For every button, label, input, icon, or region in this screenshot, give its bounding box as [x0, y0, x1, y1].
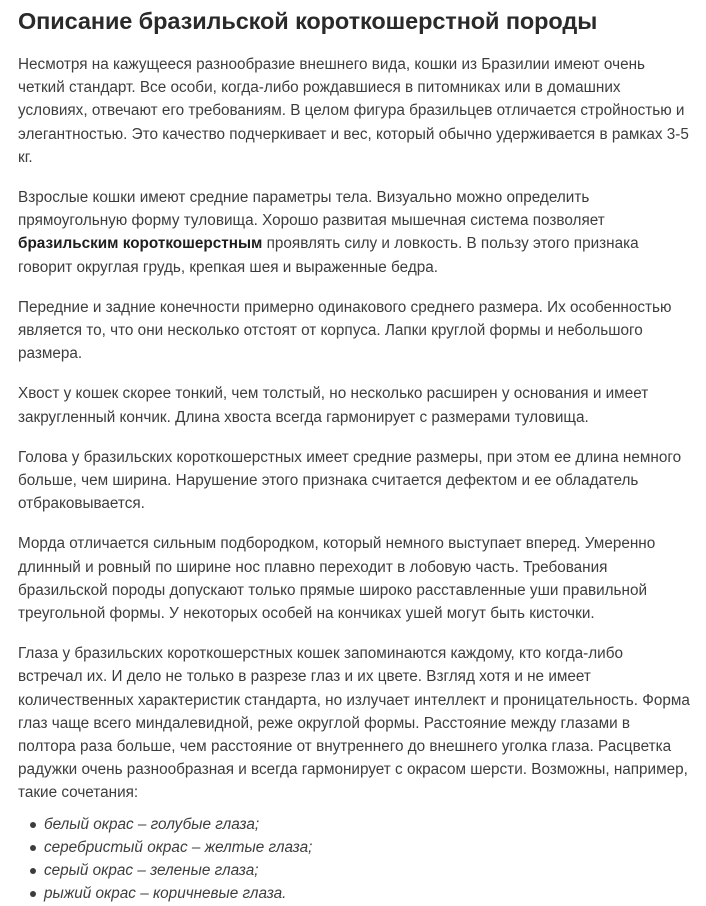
list-item	[44, 836, 690, 859]
list-item-text: рыжий окрас – коричневые глаза.	[44, 885, 287, 903]
bullet-icon	[30, 868, 36, 874]
paragraph-eyes: Глаза у бразильских короткошерстных кошек запоминаются каждому, кто когда-либо встречал их. И дело не только в разрезе глаз и их цвете. Взгляд хотя и не имеет количественных характеристик стандарта, но излучает интеллект и проницательность. Форма глаз чаще всего миндалевидной, реже округлой формы. Расстояние между глазами в полтора раза больше, чем расстояние от внутреннего до внешнего уголка глаза. Расцветка радужки очень разнообразная и всегда гармонирует с окрасом шерсти. Возможны, например, такие сочетания:	[18, 645, 690, 802]
paragraph-tail: Хвост у кошек скорее тонкий, чем толстый, но несколько расширен у основания и имеет закругленный кончик. Длина хвоста всегда гармонирует с размерами туловища.	[18, 385, 649, 426]
list-item-text: серебристый окрас – желтые глаза;	[44, 838, 313, 856]
article	[18, 4, 690, 906]
bullet-icon	[30, 822, 36, 828]
paragraph-muzzle: Морда отличается сильным подбородком, который немного выступает вперед. Умеренно длинный и ровный по ширине нос плавно переходит в лобовую часть. Требования бразильской породы допускают только прямые широко расставленные уши правильной треугольной формы. У некоторых особей на кончиках ушей могут быть кисточки.	[18, 535, 656, 623]
color-combinations-list	[18, 813, 690, 906]
paragraph-body-text-after: проявлять силу и ловкость. В пользу этого признака говорит округлая грудь, крепкая шея и выраженные бедра.	[18, 235, 639, 276]
list-item-text: серый окрас – зеленые глаза;	[44, 862, 259, 880]
bullet-icon	[30, 891, 36, 897]
paragraph-body	[18, 186, 690, 279]
bullet-icon	[30, 845, 36, 851]
list-item-text: белый окрас – голубые глаза;	[44, 815, 260, 833]
list-item	[44, 882, 690, 905]
paragraph-weight: Несмотря на кажущееся разнообразие внешнего вида, кошки из Бразилии имеют очень четкий стандарт. Все особи, когда-либо рождавшиеся в питомниках или в домашних условиях, отвечают его требованиям. В целом фигура бразильцев отличается стройностью и элегантностью. Это качество подчеркивает и вес, который обычно удерживается в рамках 3-5 кг.	[18, 56, 689, 166]
paragraph-head: Голова у бразильских короткошерстных имеет средние размеры, при этом ее длина немного больше, чем ширина. Нарушение этого признака считается дефектом и ее обладатель отбраковывается.	[18, 448, 682, 513]
list-item	[44, 813, 690, 836]
breed-name-bold: бразильским короткошерстным	[18, 235, 263, 253]
list-item	[44, 859, 690, 882]
paragraph-limbs: Передние и задние конечности примерно одинакового среднего размера. Их особенностью является то, что они несколько отстоят от корпуса. Лапки круглой формы и небольшого размера.	[18, 298, 672, 363]
article-title: Описание бразильской короткошерстной породы	[18, 8, 598, 34]
paragraph-body-text-before: Взрослые кошки имеют средние параметры тела. Визуально можно определить прямоугольную форму туловища. Хорошо развитая мышечная система позволяет	[18, 189, 605, 230]
